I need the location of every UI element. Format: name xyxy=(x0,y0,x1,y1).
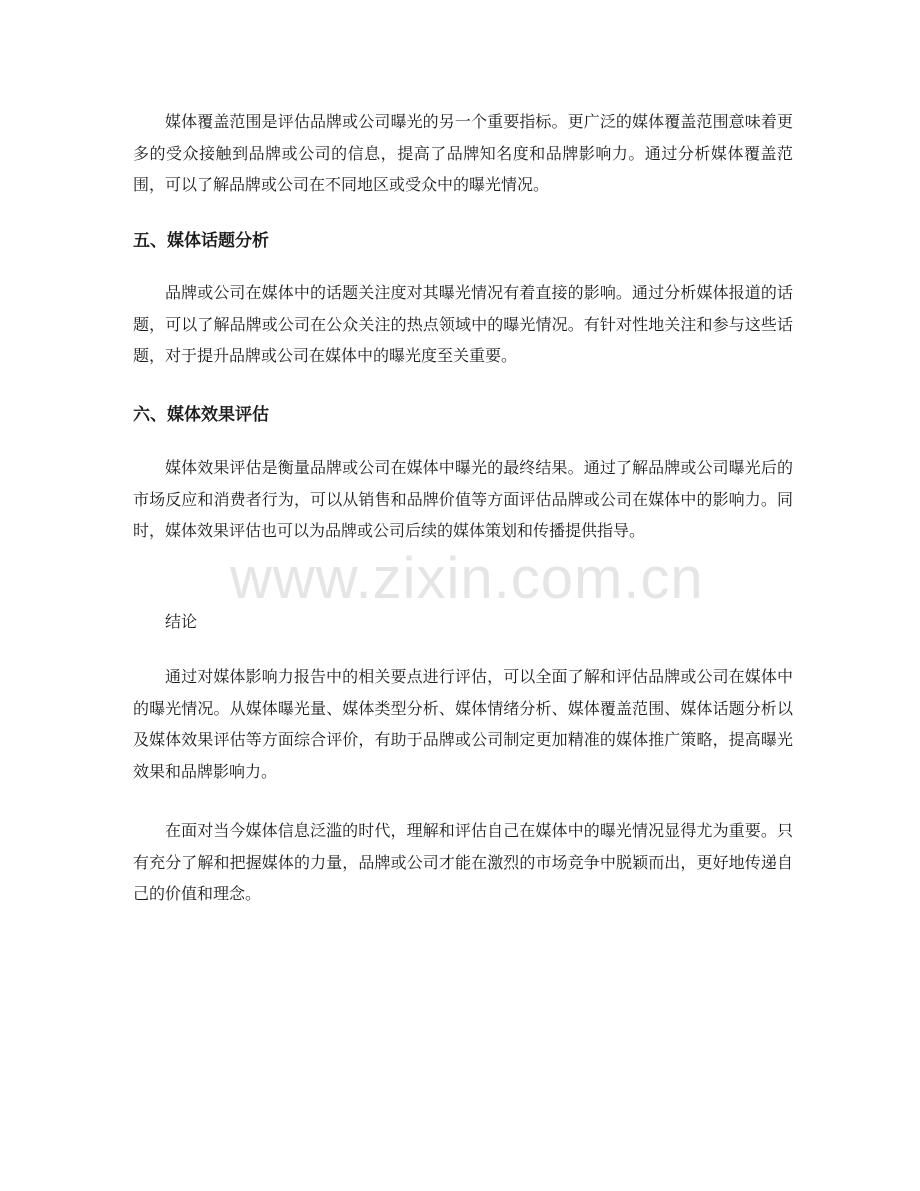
watermark: www.zixin.com.cn xyxy=(230,546,704,611)
section-heading-media-effect: 六、媒体效果评估 xyxy=(133,405,269,425)
conclusion-label: 结论 xyxy=(165,612,198,631)
section-heading-media-topic: 五、媒体话题分析 xyxy=(133,231,269,251)
paragraph-media-effect: 媒体效果评估是衡量品牌或公司在媒体中曝光的最终结果。通过了解品牌或公司曝光后的市场反应和消费者行为，可以从销售和品牌价值等方面评估品牌或公司在媒体中的影响力。同时，媒体效果评估也可以为品牌或公司后续的媒体策划和传播提供指导。 xyxy=(133,458,793,540)
paragraph-conclusion-2: 在面对当今媒体信息泛滥的时代，理解和评估自己在媒体中的曝光情况显得尤为重要。只有充分了解和把握媒体的力量，品牌或公司才能在激烈的市场竞争中脱颖而出，更好地传递自己的价值和理念。 xyxy=(133,821,793,903)
paragraph-media-topic: 品牌或公司在媒体中的话题关注度对其曝光情况有着直接的影响。通过分析媒体报道的话题，可以了解品牌或公司在公众关注的热点领域中的曝光情况。有针对性地关注和参与这些话题，对于提升品牌或公司在媒体中的曝光度至关重要。 xyxy=(133,283,793,365)
paragraph-conclusion-1: 通过对媒体影响力报告中的相关要点进行评估，可以全面了解和评估品牌或公司在媒体中的曝光情况。从媒体曝光量、媒体类型分析、媒体情绪分析、媒体覆盖范围、媒体话题分析以及媒体效果评估等方面综合评价，有助于品牌或公司制定更加精准的媒体推广策略，提高曝光效果和品牌影响力。 xyxy=(133,667,793,781)
paragraph-media-coverage: 媒体覆盖范围是评估品牌或公司曝光的另一个重要指标。更广泛的媒体覆盖范围意味着更多的受众接触到品牌或公司的信息，提高了品牌知名度和品牌影响力。通过分析媒体覆盖范围，可以了解品牌或公司在不同地区或受众中的曝光情况。 xyxy=(133,112,793,194)
